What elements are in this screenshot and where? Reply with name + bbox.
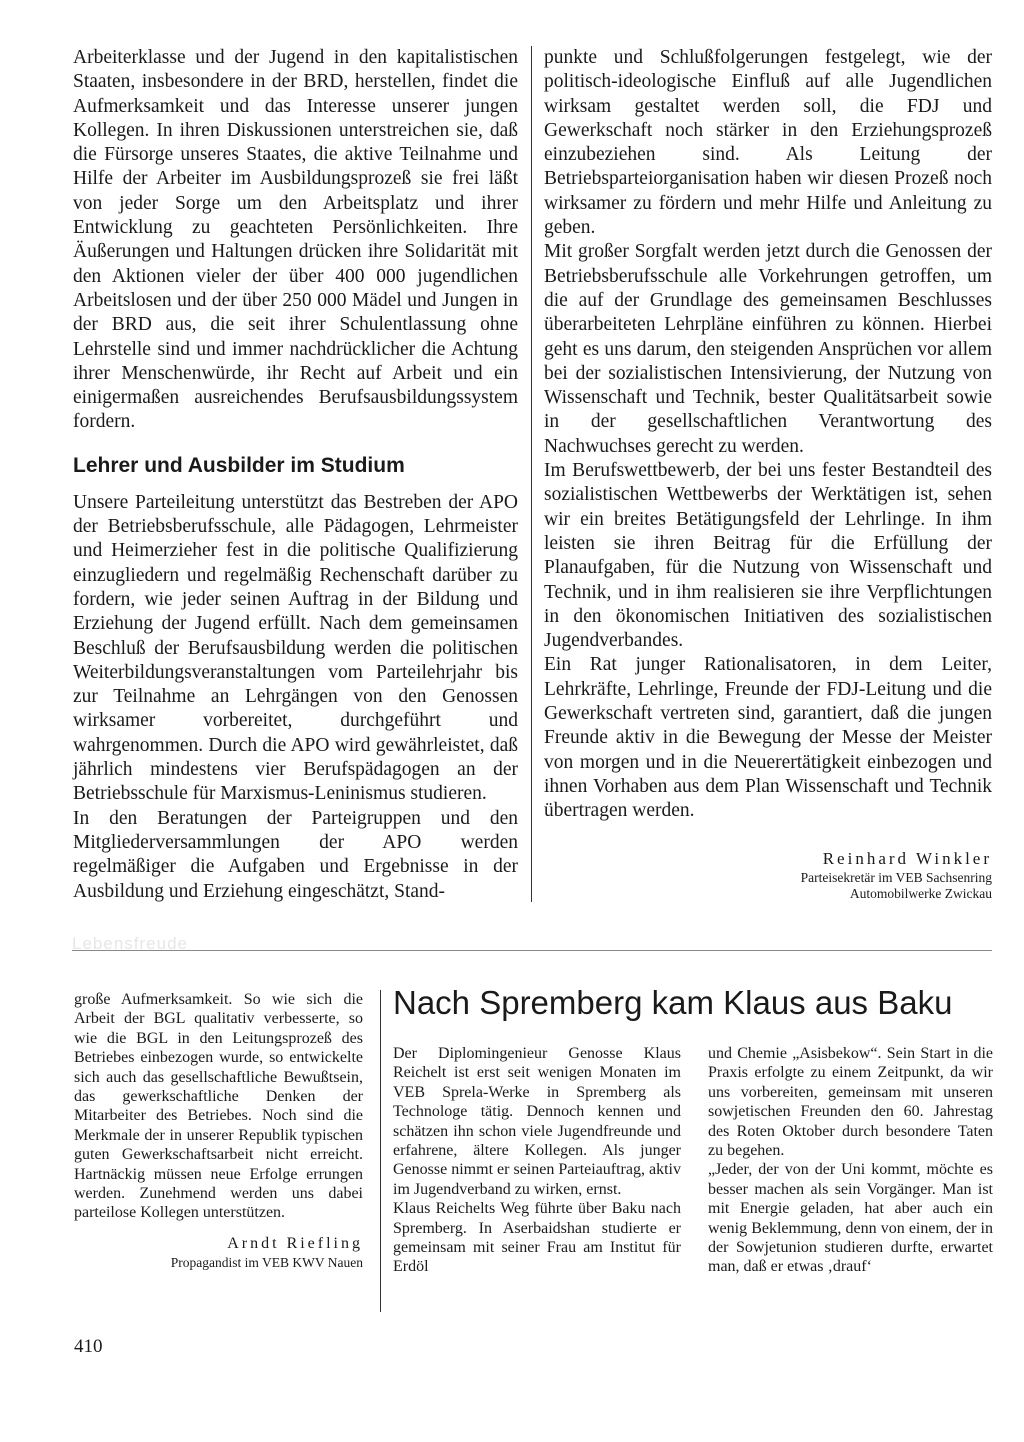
section-separator-rule	[72, 950, 992, 951]
bottom-middle-column	[393, 1044, 681, 1277]
bottom-left-column	[74, 990, 363, 1271]
top-left-paragraph-2: Unsere Parteileitung unterstützt das Bestreben der APO der Betriebsberufsschule, alle Pädagogen, Lehrmeister und Heimerzieher fest in die politische Qualifizierung einzugliedern und regelmäßig Rechenschaft darüber zu fordern, wie jeder seinen Auftrag in der Bildung und Erziehung der Jugend erfüllt. Nach dem gemeinsamen Beschluß der Berufsausbildung werden die politischen Weiterbildungsveranstaltungen vom Parteilehrjahr bis zur Teilnahme an Lehrgängen von den Genossen wirksamer vorbereitet, durchgeführt und wahrgenommen. Durch die APO wird gewährleistet, daß jährlich mindestens vier Berufspädagogen an der Betriebsschule für Marxismus-Leninismus studieren.	[73, 491, 518, 805]
top-right-column	[544, 46, 992, 902]
top-right-paragraph-4: Ein Rat junger Rationalisatoren, in dem Leiter, Lehrkräfte, Lehrlinge, Freunde der FDJ-Leitung und die Gewerkschaft vertreten sind, garantiert, daß die jungen Freunde aktiv in die Bewegung der Messe der Meister von morgen und in die Neuerertätigkeit einbezogen und ihnen Vorhaben aus dem Plan Wissenschaft und Technik übertragen werden.	[544, 654, 992, 822]
signature-name: Arndt Riefling	[227, 1234, 363, 1252]
subheading-lehrer-und-ausbilder: Lehrer und Ausbilder im Studium	[73, 453, 405, 477]
bottom-right-column	[708, 1044, 993, 1277]
signature-role: Parteisekretär im VEB Sachsenring Automobilwerke Zwickau	[800, 869, 992, 901]
top-left-paragraph-1: Arbeiterklasse und der Jugend in den kapitalistischen Staaten, insbesondere in der BRD, herstellen, findet die Aufmerksamkeit und das Interesse unserer jungen Kollegen. In ihren Diskussionen unterstreichen sie, daß die Fürsorge unseres Staates, die aktive Teilnahme und Hilfe der Arbeiter im Ausbildungsprozeß sie frei läßt von jeder Sorge um den Arbeitsplatz und ihrer Entwicklung zu geachteten Persönlichkeiten. Ihre Äußerungen und Haltungen drücken ihre Solidarität mit den Aktionen vieler der über 400 000 jugendlichen Arbeitslosen und der über 250 000 Mädel und Jungen in der BRD aus, die seit ihrer Schulentlassung ohne Lehrstelle sind und immer nachdrücklicher die Achtung ihrer Menschenwürde, ihr Recht auf Arbeit und ein einigermaßen ausreichendes Berufsausbildungssystem fordern.	[73, 47, 518, 433]
top-left-paragraph-3: In den Beratungen der Parteigruppen und den Mitgliederversammlungen der APO werden regelmäßiger die Aufgaben und Ergebnisse in der Ausbildung und Erziehung eingeschätzt, Stand-	[73, 807, 518, 902]
top-left-column	[73, 46, 518, 904]
faded-heading: Lebensfreude	[72, 934, 188, 953]
top-right-paragraph-1: punkte und Schlußfolgerungen festgelegt, wie der politisch-ideologische Einfluß auf alle Jugendlichen wirksam gestaltet werden soll, die FDJ und Gewerkschaft noch stärker in den Erziehungsprozeß einzubeziehen sind. Als Leitung der Betriebsparteiorganisation haben wir diesen Prozeß noch wirksamer zu fördern und mehr Hilfe und Anleitung zu geben.	[544, 47, 992, 239]
signature-riefling	[74, 1233, 363, 1271]
bottom-right-paragraph-1: und Chemie „Asisbekow“. Sein Start in die Praxis erfolgte zu einem Zeitpunkt, da wir uns vorbereiten, gemeinsam mit unseren sowjetischen Freunden den 60. Jahrestag des Roten Oktober durch besondere Taten zu begehen.	[708, 1045, 993, 1160]
top-right-paragraph-3: Im Berufswettbewerb, der bei uns fester Bestandteil des sozialistischen Wettbewerbs der Werktätigen ist, sehen wir ein breites Betätigungsfeld der Lehrlinge. In ihm leisten sie ihren Beitrag für die Erfüllung der Planaufgaben, für die Nutzung von Wissenschaft und Technik, und in ihm realisieren sie ihre Verpflichtungen in den ökonomischen Initiativen des sozialistischen Jugendverbandes.	[544, 460, 992, 652]
bottom-middle-paragraph-2: Klaus Reichelts Weg führte über Baku nach Spremberg. In Aserbaidshan studierte er gemeinsam mit seiner Frau am Institut für Erdöl	[393, 1200, 681, 1276]
signature-role: Propagandist im VEB KWV Nauen	[170, 1254, 363, 1270]
bottom-left-paragraph-1: große Aufmerksamkeit. So wie sich die Arbeit der BGL qualitativ verbesserte, so wie die BGL in den Leitungsprozeß des Betriebes einbezogen wurde, so entwickelte sich auch das gesellschaftliche Bewußtsein, das gewerkschaftliche Denken der Mitarbeiter des Betriebes. Noch sind die Merkmale der in unserer Republik typischen guten Gewerkschaftsarbeit nicht erreicht. Hartnäckig müssen neue Erfolge errungen werden. Zunehmend werden uns dabei parteilose Kollegen unterstützen.	[74, 991, 363, 1222]
signature-winkler	[544, 848, 992, 902]
bottom-middle-paragraph-1: Der Diplomingenieur Genosse Klaus Reichelt ist erst seit wenigen Monaten im VEB Sprela-Werke in Spremberg als Technologe tätig. Dennoch kennen und schätzen ihn schon viele Jugendfreunde und erfahrene, ältere Kollegen. Als junger Genosse nimmt er seinen Parteiauftrag, aktiv im Jugendverband zu wirken, ernst.	[393, 1045, 681, 1198]
signature-name: Reinhard Winkler	[822, 848, 992, 868]
top-column-divider	[531, 46, 532, 902]
page-number: 410	[74, 1336, 103, 1357]
bottom-right-paragraph-2: „Jeder, der von der Uni kommt, möchte es besser machen als sein Vorgänger. Man ist mit Energie geladen, hat aber auch ein wenig Beklemmung, denn von einem, der in der Sowjetunion studieren durfte, erwartet man, daß er etwas ‚drauf‘	[708, 1161, 993, 1276]
article-title: Nach Spremberg kam Klaus aus Baku	[393, 984, 953, 1021]
top-right-paragraph-2: Mit großer Sorgfalt werden jetzt durch die Genossen der Betriebsberufsschule alle Vorkehrungen getroffen, um die auf der Grundlage des gemeinsamen Beschlusses überarbeiteten Lehrpläne einführen zu können. Hierbei geht es uns darum, den steigenden Ansprüchen vor allem bei der sozialistischen Intensivierung, der Nutzung von Wissenschaft und Technik, bester Qualitätsarbeit sowie in der gesellschaftlichen Verantwortung des Nachwuchses gerecht zu werden.	[544, 241, 992, 457]
bottom-column-divider	[380, 990, 381, 1312]
